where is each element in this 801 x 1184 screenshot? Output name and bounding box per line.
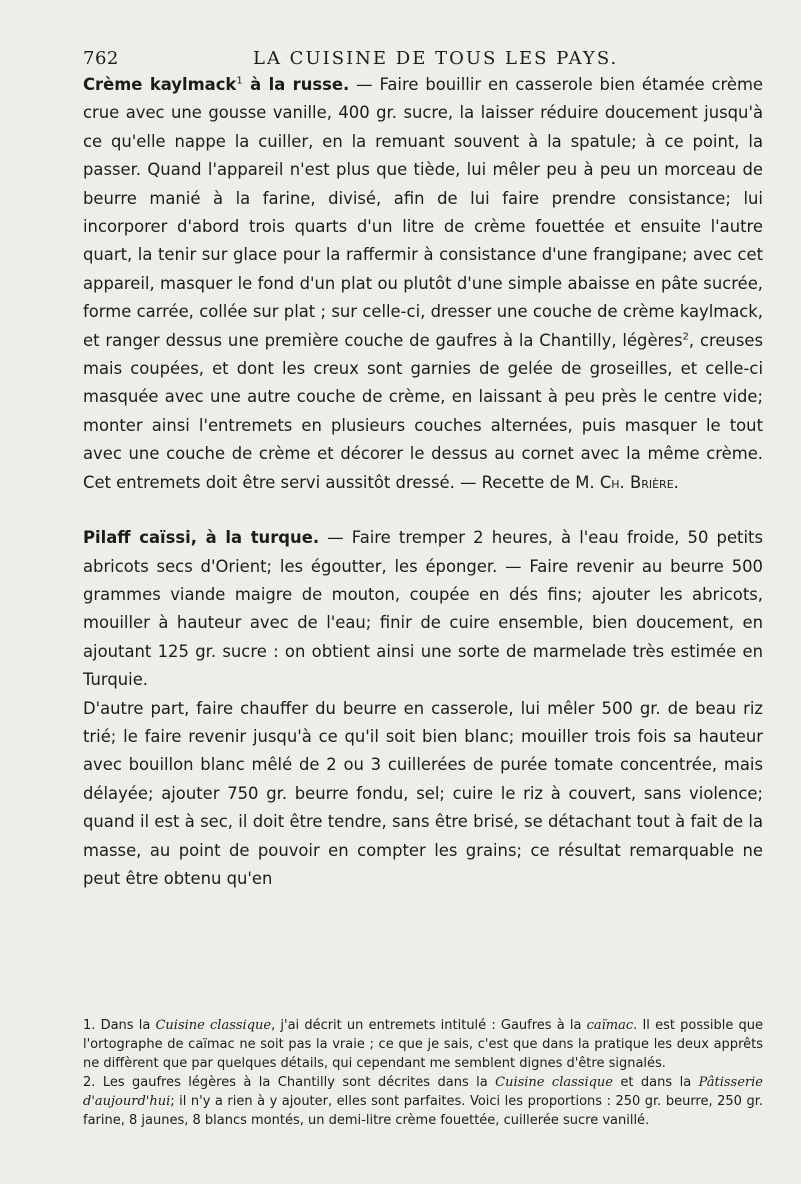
- main-text: [83, 71, 763, 893]
- recipe-creme-kaylmack: [83, 71, 763, 497]
- recipe-pilaff-caissi: [83, 524, 763, 694]
- footnote-number: 1.: [83, 1018, 96, 1033]
- page-number: 762: [83, 48, 119, 69]
- footnote-text: , j'ai décrit un entremets intitulé : Gaufres à la: [271, 1018, 587, 1033]
- running-title: LA CUISINE DE TOUS LES PAYS.: [253, 48, 619, 69]
- book-title: Pâtisserie d'aujourd'hui: [83, 1075, 763, 1109]
- footnote-1: [83, 1016, 763, 1073]
- book-title: Cuisine classique: [495, 1075, 613, 1090]
- footnote-2: [83, 1073, 763, 1130]
- recipe-text: — Faire tremper 2 heures, à l'eau froide, 50 petits abricots secs d'Orient; les égoutter, les éponger. — Faire revenir au beurre 500 grammes viande maigre de mouton, coupée en dés fins; ajouter les abricots, mouiller à hauteur avec de l'eau; finir de cuire ensemble, bien doucement, en ajoutant 125 gr. sucre : on obtient ainsi une sorte de marmelade très estimée en Turquie.: [83, 528, 763, 690]
- footnote-ref: 2: [682, 331, 689, 343]
- footnote-text: ; il n'y a rien à y ajouter, elles sont parfaites. Voici les proportions : 250 gr. beurre, 250 gr. farine, 8 jaunes, 8 blancs montés, un demi-litre crème fouettée, cuillerée sucre vanillé.: [83, 1094, 763, 1128]
- footnote-text: et dans la: [613, 1075, 699, 1090]
- recipe-paragraph: [83, 695, 763, 894]
- recipe-title: Pilaff caïssi, à la turque.: [83, 528, 320, 548]
- recipe-author: Ch. Brière.: [599, 472, 679, 492]
- recipe-title: Crème kaylmack: [83, 75, 237, 94]
- term: caïmac: [586, 1018, 634, 1033]
- recipe-text: D'autre part, faire chauffer du beurre en casserole, lui mêler 500 gr. de beau riz trié; le faire revenir jusqu'à ce qu'il soit bien blanc; mouiller trois fois sa hauteur avec bouillon blanc mêlé de 2 ou 3 cuillerées de purée tomate concentrée, mais délayée; ajouter 750 gr. beurre fondu, sel; cuire le riz à couvert, sans violence; quand il est à sec, il doit être tendre, sans être brisé, se détachant tout à fait de la masse, au point de pouvoir en compter les grains; ce résultat remarquable ne peut être obtenu qu'en: [83, 698, 763, 888]
- footnote-text: . Il est possible que l'ortographe de caïmac ne soit pas la vraie ; ce que je sais, c'est que dans la pratique les deux apprêts ne diffèrent que par quelques détails, qui cependant me semblent dignes d'être signalés.: [83, 1018, 763, 1071]
- recipe-subtitle: à la russe.: [242, 75, 350, 94]
- footnote-number: 2.: [83, 1075, 96, 1090]
- book-title: Cuisine classique: [155, 1018, 272, 1033]
- footnotes: [83, 1016, 763, 1130]
- footnote-text: Les gaufres légères à la Chantilly sont décrites dans la: [95, 1075, 496, 1090]
- footnote-text: Dans la: [95, 1018, 156, 1033]
- recipe-text: — Faire bouillir en casserole bien étamée crème crue avec une gousse vanille, 400 gr. sucre, la laisser réduire doucement jusqu'à ce qu'elle nappe la cuiller, en la remuant souvent à la spatule; à ce point, la passer. Quand l'appareil n'est plus que tiède, lui mêler peu à peu un morceau de beurre manié à la farine, divisé, afin de lui faire prendre consistance; lui incorporer d'abord trois quarts d'un litre de crème fouettée et ensuite l'autre quart, la tenir sur glace pour la raffermir à consistance d'une frangipane; avec cet appareil, masquer le fond d'un plat ou plutôt d'une simple abaisse en pâte sucrée, forme carrée, collée sur plat ; sur celle-ci, dresser une couche de crème kaylmack, et ranger dessus une première couche de gaufres à la Chantilly, légères: [83, 75, 763, 350]
- footnote-ref: 1: [236, 75, 243, 87]
- recipe-text: , creuses mais coupées, et dont les creux sont garnies de gelée de groseilles, et celle-ci masquée avec une autre couche de crème, en laissant à peu près le centre vide; monter ainsi l'entremets en plusieurs couches alternées, puis masquer le tout avec une couche de crème et décorer le dessus au cornet avec la même crème. Cet entremets doit être servi aussitôt dressé. — Recette de M.: [83, 330, 763, 492]
